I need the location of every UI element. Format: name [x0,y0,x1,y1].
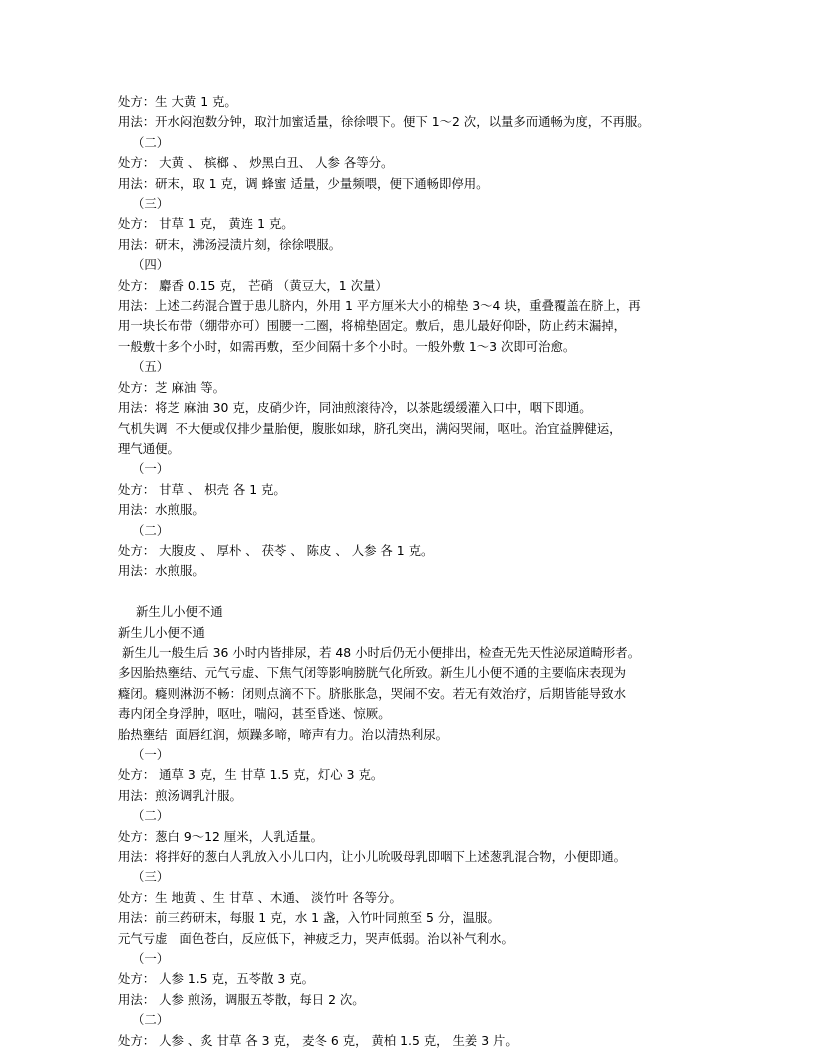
document-line: 用法： 人参 煎汤，调服五苓散，每日 2 次。 [118,991,365,1007]
document-line: （一） [132,461,170,477]
document-line: 用法：前三药研末，每服 1 克，水 1 盏，入竹叶同煎至 5 分，温服。 [118,910,500,926]
document-line: 癃闭。癃则淋沥不畅：闭则点滴不下。脐胀胀急，哭闹不安。若无有效治疗，后期皆能导致水 [118,685,627,701]
document-line: 处方：生 大黄 1 克。 [118,94,237,109]
document-line: 处方： 人参 1.5 克，五苓散 3 克。 [118,971,314,987]
document-line: 用法：研末，沸汤浸渍片刻，徐徐喂服。 [118,236,342,252]
document-line: 用法：水煎服。 [118,502,205,518]
document-line: 多因胎热壅结、元气亏虚、下焦气闭等影响膀胱气化所致。新生儿小便不通的主要临床表现为 [118,665,627,681]
document-line: 用法：研末，取 1 克，调 蜂蜜 适量，少量频喂，便下通畅即停用。 [118,175,489,191]
document-line: 用法：开水闷泡数分钟，取汁加蜜适量，徐徐喂下。便下 1～2 次，以量多而通畅为度，不再服。 [118,114,650,130]
document-line [118,582,744,602]
document-line: （二） [132,134,170,150]
document-line: 处方： 人参 、炙 甘草 各 3 克， 麦冬 6 克， 黄柏 1.5 克， 生姜 3 片。 [118,1032,518,1048]
document-line: （一） [132,746,170,762]
document-line: 处方：葱白 9～12 厘米，人乳适量。 [118,828,323,844]
document-line: 处方：芝 麻油 等。 [118,379,226,395]
document-line: 处方：生 地黄 、生 甘草 、木通、 淡竹叶 各等分。 [118,889,402,905]
document-line: 新生儿小便不通 [132,604,223,620]
document-line: 用法：煎汤调乳汁服。 [118,787,242,803]
document-line: （三） [132,196,170,212]
document-line: 用法：水煎服。 [118,563,205,579]
document-line: （三） [132,869,170,885]
document-line: 处方： 甘草 1 克， 黄连 1 克。 [118,216,294,232]
document-line: 毒内闭全身浮肿，呕吐，喘闷，甚至昏迷、惊厥。 [118,706,391,722]
document-line: （二） [132,1012,170,1028]
document-line: 用一块长布带（绷带亦可）围腰一二圈，将棉垫固定。敷后，患儿最好仰卧，防止药末漏掉， [118,318,627,334]
document-line: 新生儿一般生后 36 小时内皆排尿，若 48 小时后仍无小便排出，检查无先天性泌尿道畸形者。 [118,644,641,660]
document-line: 用法：上述二药混合置于患儿脐内，外用 1 平方厘米大小的棉垫 3～4 块，重叠覆盖在脐上，再 [118,298,641,314]
document-line: （二） [132,808,170,824]
document-line: 理气通便。 [118,440,180,456]
document-line: （五） [132,359,170,375]
document-line: 新生儿小便不通 [118,624,205,640]
document-line: 处方： 麝香 0.15 克， 芒硝 （黄豆大，1 次量） [118,277,388,293]
document-line: 用法：将拌好的葱白人乳放入小儿口内，让小儿吮吸母乳即咽下上述葱乳混合物，小便即通。 [118,849,627,865]
document-body [118,92,744,1051]
document-line: 一般敷十多个小时，如需再敷，至少间隔十多个小时。一般外敷 1～3 次即可治愈。 [118,338,576,354]
document-line: 处方： 通草 3 克，生 甘草 1.5 克，灯心 3 克。 [118,767,384,783]
document-line: 处方： 甘草 、 枳壳 各 1 克。 [118,481,286,497]
document-line: 处方： 大黄 、 槟榔 、 炒黑白丑、 人参 各等分。 [118,155,394,171]
document-line: （四） [132,257,170,273]
document-line: 用法：将芝 麻油 30 克，皮硝少许，同油煎滚待冷，以茶匙缓缓灌入口中，咽下即通。 [118,400,592,416]
document-line: （一） [132,951,170,967]
document-line: 气机失调 不大便或仅排少量胎便，腹胀如球，脐孔突出，满闷哭闹，呕吐。治宜益脾健运， [118,420,622,436]
document-line: 处方： 大腹皮 、 厚朴 、 茯苓 、 陈皮 、 人参 各 1 克。 [118,542,434,558]
document-line: （二） [132,522,170,538]
document-line: 胎热壅结 面唇红润，烦躁多啼，啼声有力。治以清热利尿。 [118,726,449,742]
document-line: 元气亏虚 面色苍白，反应低下，神疲乏力，哭声低弱。治以补气利水。 [118,930,514,946]
